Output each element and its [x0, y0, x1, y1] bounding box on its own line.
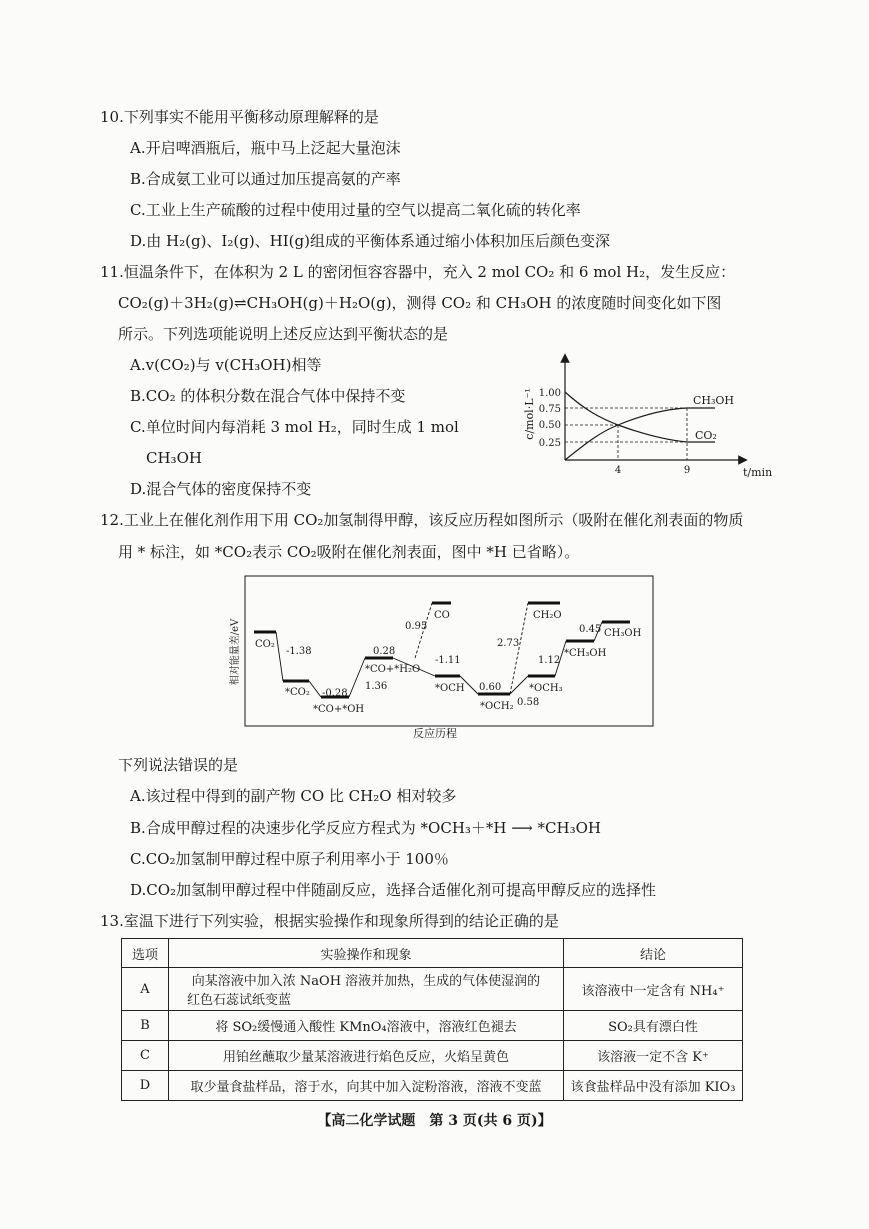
header-operation: 实验操作和现象 [169, 939, 564, 968]
label-ads-co2: *CO₂ [285, 687, 310, 698]
label-och3: *OCH₃ [529, 683, 563, 694]
q11-stem-line1: 11.恒温条件下，在体积为 2 L 的密闭恒容容器中，充入 2 mol CO₂ 和 6 mol H₂，发生反应： [100, 263, 736, 281]
label-ch2o: CH₂O [533, 610, 562, 621]
q10-option-a: A.开启啤酒瓶后，瓶中马上泛起大量泡沫 [130, 139, 401, 157]
row-a-operation-line1: 向某溶液中加入浓 NaOH 溶液并加热，生成的气体使湿润的 [191, 974, 541, 989]
value-step-7: 1.12 [538, 655, 561, 666]
q11-option-b: B.CO₂ 的体积分数在混合气体中保持不变 [130, 387, 406, 405]
row-d-option: D [122, 1071, 169, 1101]
value-step-5: 0.60 [479, 682, 502, 693]
value-side-ch2o: 2.73 [497, 638, 520, 649]
row-c-option: C [122, 1041, 169, 1071]
energy-axis-label: 相对能量差/eV [230, 618, 241, 686]
y-tick-0-75: 0.75 [538, 404, 561, 415]
header-option: 选项 [122, 939, 169, 968]
x-axis-label: t/min [743, 466, 773, 479]
ch3oh-curve [565, 408, 715, 460]
label-co-oh: *CO+*OH [313, 704, 365, 715]
table-header-row [122, 939, 743, 968]
x-tick-9: 9 [683, 465, 691, 476]
table-row [122, 968, 743, 1011]
q10-option-d: D.由 H₂(g)、I₂(g)、HI(g)组成的平衡体系通过缩小体积加压后颜色变深 [130, 232, 610, 250]
q10-stem: 10.下列事实不能用平衡移动原理解释的是 [100, 108, 379, 126]
value-co-h2o: 0.28 [373, 646, 396, 657]
co2-curve-label: CO₂ [695, 429, 717, 442]
q11-stem-line2: CO₂(g)＋3H₂(g)⇌CH₃OH(g)＋H₂O(g)，测得 CO₂ 和 CH₃OH 的浓度随时间变化如下图 [118, 294, 722, 312]
pathway-axis-label: 反应历程 [413, 727, 457, 740]
row-c-conclusion: 该溶液一定不含 K⁺ [564, 1041, 743, 1071]
step-1 [276, 632, 283, 681]
label-co2: CO₂ [255, 639, 275, 650]
row-b-operation: 将 SO₂缓慢通入酸性 KMnO₄溶液中，溶液红色褪去 [169, 1011, 564, 1041]
q12-stem-line2: 用 * 标注，如 *CO₂表示 CO₂吸附在催化剂表面，图中 *H 已省略）。 [118, 543, 580, 561]
q11-option-c-line1: C.单位时间内每消耗 3 mol H₂，同时生成 1 mol [130, 418, 459, 436]
row-a-operation [169, 968, 564, 1011]
table-row [122, 1041, 743, 1071]
page-footer: 【高二化学试题 第 3 页(共 6 页)】 [317, 1113, 552, 1129]
row-a-operation-line2: 红色石蕊试纸变蓝 [187, 993, 292, 1008]
value-step-3: 1.36 [365, 681, 388, 692]
q13-experiment-table [121, 938, 743, 1101]
value-step-4: -1.11 [435, 655, 461, 666]
y-tick-0-25: 0.25 [538, 438, 561, 449]
value-side-co: 0.95 [405, 621, 428, 632]
step-3 [349, 658, 365, 697]
q12-option-c: C.CO₂加氢制甲醇过程中原子利用率小于 100％ [130, 850, 449, 868]
q11-stem-line3: 所示。下列选项能说明上述反应达到平衡状态的是 [118, 325, 449, 343]
row-a-conclusion: 该溶液中一定含有 NH₄⁺ [564, 968, 743, 1011]
q12-stem-line1: 12.工业上在催化剂作用下用 CO₂加氢制得甲醇，该反应历程如图所示（吸附在催化剂表面的物质 [100, 511, 744, 529]
q10-option-c: C.工业上生产硫酸的过程中使用过量的空气以提高二氧化硫的转化率 [130, 201, 581, 219]
row-d-conclusion: 该食盐样品中没有添加 KIO₃ [564, 1071, 743, 1101]
x-tick-4: 4 [614, 465, 622, 476]
row-a-option: A [122, 968, 169, 1011]
step-2 [309, 681, 321, 697]
q12-option-d: D.CO₂加氢制甲醇过程中伴随副反应，选择合适催化剂可提高甲醇反应的选择性 [130, 881, 657, 899]
row-b-option: B [122, 1011, 169, 1041]
value-step-1: -1.38 [286, 646, 312, 657]
label-ch3oh-gas: CH₃OH [604, 628, 642, 639]
header-conclusion: 结论 [564, 939, 743, 968]
q13-stem: 13.室温下进行下列实验，根据实验操作和现象所得到的结论正确的是 [100, 912, 559, 930]
q11-option-d: D.混合气体的密度保持不变 [130, 480, 312, 498]
row-d-operation: 取少量食盐样品，溶于水，向其中加入淀粉溶液，溶液不变蓝 [169, 1071, 564, 1101]
label-co-gas: CO [434, 610, 450, 621]
value-step-8: 0.45 [579, 624, 602, 635]
table-row [122, 1011, 743, 1041]
y-tick-0-50: 0.50 [538, 420, 561, 431]
q12-option-a: A.该过程中得到的副产物 CO 比 CH₂O 相对较多 [130, 787, 457, 805]
value-step-2: -0.28 [322, 688, 348, 699]
q11-option-c-line2: CH₃OH [146, 449, 202, 467]
q12-sub-question: 下列说法错误的是 [118, 756, 239, 774]
label-ch3oh-ads: *CH₃OH [564, 648, 607, 659]
y-tick-1-00: 1.00 [538, 388, 561, 399]
label-och: *OCH [435, 683, 465, 694]
q11-option-a: A.v(CO₂)与 v(CH₃OH)相等 [130, 356, 322, 374]
q11-concentration-graph [515, 352, 775, 482]
label-och2: *OCH₂ [480, 701, 514, 712]
q12-energy-diagram [225, 572, 665, 742]
y-axis-label: c/mol·L⁻¹ [523, 388, 536, 440]
ch3oh-curve-label: CH₃OH [693, 394, 735, 407]
row-c-operation: 用铂丝蘸取少量某溶液进行焰色反应，火焰呈黄色 [169, 1041, 564, 1071]
table-row [122, 1071, 743, 1101]
q10-option-b: B.合成氨工业可以通过加压提高氨的产率 [130, 170, 401, 188]
label-co-h2o: *CO+*H₂O [365, 664, 421, 675]
row-b-conclusion: SO₂具有漂白性 [564, 1011, 743, 1041]
q12-option-b: B.合成甲醇过程的决速步化学反应方程式为 *OCH₃＋*H ⟶ *CH₃OH [130, 819, 602, 837]
value-step-6: 0.58 [517, 697, 540, 708]
